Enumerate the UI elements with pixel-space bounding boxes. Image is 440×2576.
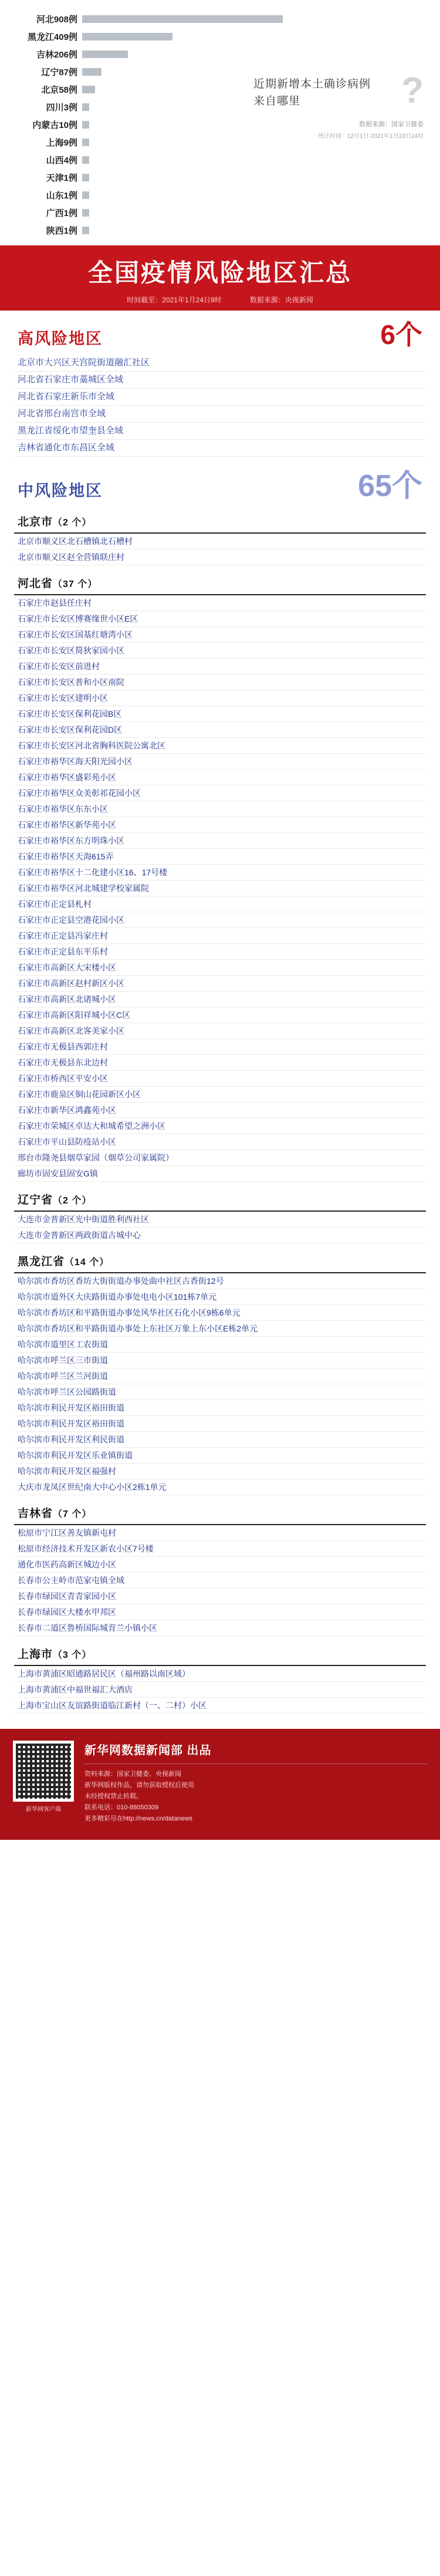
province-item: 长春市绿园区大楼水甲邦区 — [14, 1604, 426, 1620]
bar-track — [82, 227, 428, 234]
province-item: 石家庄市长安区国基红塘湾小区 — [14, 627, 426, 643]
province-item: 石家庄市新华区鸿鑫苑小区 — [14, 1102, 426, 1118]
province-item: 哈尔滨市香坊区香坊大街街道办事处曲中社区古香街12号 — [14, 1273, 426, 1289]
province-item: 石家庄市裕华区众美彰祁花园小区 — [14, 785, 426, 801]
province-item: 石家庄市裕华区河北城建学校家属院 — [14, 881, 426, 896]
chart-question-line2: 来自哪里 — [253, 95, 301, 107]
province-item: 石家庄市裕华区天海615弄 — [14, 849, 426, 865]
province-item: 石家庄市长安区保利花园D区 — [14, 722, 426, 738]
province-group — [0, 505, 440, 565]
high-risk-item: 北京市大兴区天宫院街道融汇社区 — [14, 355, 426, 372]
province-item: 石家庄市平山县防疫站小区 — [14, 1134, 426, 1150]
province-item: 哈尔滨市呼兰区兰河街道 — [14, 1368, 426, 1384]
bar-label: 天津1例 — [46, 173, 77, 183]
province-count: （2 个） — [53, 1196, 92, 1206]
title-meta — [0, 295, 440, 305]
high-risk-item: 黑龙江省绥化市望奎县全域 — [14, 423, 426, 440]
source-text: 数据来源：央视新闻 — [249, 296, 313, 304]
province-group — [0, 1183, 440, 1243]
mid-risk-block — [0, 460, 440, 505]
province-item: 北京市顺义区北石槽镇北石槽村 — [14, 534, 426, 549]
province-item: 石家庄市长安区普和小区南院 — [14, 675, 426, 690]
province-item: 哈尔滨市道外区大庆路街道办事处电电小区101栋7单元 — [14, 1289, 426, 1305]
province-name: 上海市 — [18, 1648, 53, 1661]
chart-timing: 统计时间：12月1日-2021年1月23日24时 — [317, 133, 424, 140]
bar-label: 北京58例 — [41, 85, 77, 95]
bar-fill — [82, 33, 172, 41]
footer-line: 联系电话：010-88050309 — [84, 1804, 158, 1811]
high-risk-header — [14, 321, 426, 349]
province-item: 哈尔滨市利民开发区福强村 — [14, 1464, 426, 1479]
province-count: （37 个） — [53, 579, 98, 589]
mid-risk-header — [14, 471, 426, 501]
province-header — [14, 505, 426, 534]
province-item: 大连市金普新区两政街道古城中心 — [14, 1228, 426, 1243]
qr-code-wrap — [13, 1741, 74, 1825]
chart-annotation — [253, 70, 424, 140]
province-item: 石家庄市正定县空港花园小区 — [14, 912, 426, 928]
bar-label: 陕西1例 — [46, 225, 77, 236]
province-item: 石家庄市裕华区东东小区 — [14, 801, 426, 817]
high-risk-count: 6个 — [380, 319, 422, 350]
bar-fill — [82, 121, 89, 129]
province-item-list — [14, 1212, 426, 1243]
bar-track — [82, 191, 428, 199]
province-header — [14, 1183, 426, 1212]
bar-row — [12, 187, 428, 203]
bar-label: 河北908例 — [36, 14, 77, 25]
bar-row — [12, 151, 428, 168]
province-item: 石家庄市正定县冯家庄村 — [14, 928, 426, 944]
province-item: 石家庄市无极县西郭庄村 — [14, 1039, 426, 1055]
province-item-list — [14, 534, 426, 565]
deadline-text: 时间截至：2021年1月24日9时 — [127, 296, 222, 304]
bar-label: 山西4例 — [46, 155, 77, 166]
qr-caption: 新华网客户端 — [26, 1806, 61, 1813]
bar-label: 内蒙古10例 — [32, 120, 77, 130]
province-item: 石家庄市高新区大宋楼小区 — [14, 960, 426, 976]
province-item: 长春市绿园区青青家园小区 — [14, 1589, 426, 1604]
province-group — [0, 1245, 440, 1495]
bar-row — [12, 222, 428, 238]
footer-lines — [84, 1769, 427, 1825]
footer-line: 更多精彩尽在http://news.cn/datanews — [84, 1815, 193, 1822]
province-name: 北京市 — [18, 516, 53, 528]
province-item: 上海市宝山区友谊路街道临江新村（一、二村）小区 — [14, 1698, 426, 1714]
province-group — [0, 1637, 440, 1714]
bar-track — [82, 174, 428, 181]
mid-risk-label: 中风险地区 — [18, 482, 103, 500]
province-item: 石家庄市裕华区海天阳光园小区 — [14, 754, 426, 770]
province-name: 河北省 — [18, 578, 53, 590]
footer-line: 资料来源：国家卫健委、央视新闻 — [84, 1771, 181, 1778]
province-header — [14, 1637, 426, 1666]
bar-fill — [82, 68, 101, 76]
province-item: 哈尔滨市香坊区和平路街道办事处风华社区石化小区9栋6单元 — [14, 1305, 426, 1321]
province-item: 石家庄市鹿泉区铜山花园新区小区 — [14, 1087, 426, 1102]
high-risk-label: 高风险地区 — [18, 330, 103, 348]
bar-fill — [82, 191, 89, 199]
chart-source: 数据来源：国家卫健委 — [359, 121, 424, 128]
bar-track — [82, 15, 428, 23]
province-item: 石家庄市高新区赵村新区小区 — [14, 976, 426, 992]
province-item: 哈尔滨市利民开发区裕田街道 — [14, 1400, 426, 1416]
province-name: 黑龙江省 — [18, 1256, 65, 1268]
bar-track — [82, 33, 428, 41]
bar-fill — [82, 174, 89, 181]
footer-brand: 新华网数据新闻部 出品 — [84, 1744, 212, 1757]
province-item-list — [14, 1273, 426, 1495]
province-item: 石家庄市荣城区卓达大和城希望之洲小区 — [14, 1118, 426, 1134]
bar-fill — [82, 103, 89, 111]
bar-row — [12, 28, 428, 45]
footer-text — [84, 1741, 427, 1825]
high-risk-item: 河北省邢台南宫市全域 — [14, 406, 426, 423]
province-item: 石家庄市长安区前进村 — [14, 659, 426, 675]
bar-row — [12, 204, 428, 221]
province-item: 北京市顺义区赵全营镇联庄村 — [14, 549, 426, 565]
footer — [0, 1729, 440, 1840]
province-group — [0, 567, 440, 1182]
page-title: 全国疫情风险地区汇总 — [87, 260, 352, 287]
province-item: 上海市黄浦区中福世福汇大酒店 — [14, 1682, 426, 1698]
bar-track — [82, 156, 428, 164]
bar-label: 吉林206例 — [36, 49, 77, 60]
bar-label: 上海9例 — [46, 137, 77, 148]
province-item-list — [14, 595, 426, 1182]
province-item: 哈尔滨市香坊区和平路街道办事处上东社区万象上东小区E栋2单元 — [14, 1321, 426, 1337]
province-item: 石家庄市长安区建明小区 — [14, 690, 426, 706]
province-item: 长春市公主岭市范家屯镇全域 — [14, 1573, 426, 1589]
bar-chart-section — [0, 0, 440, 245]
bar-row — [12, 46, 428, 62]
title-banner — [0, 245, 440, 311]
province-item: 石家庄市无极县东北边村 — [14, 1055, 426, 1071]
bar-label: 广西1例 — [46, 208, 77, 218]
bar-fill — [82, 15, 283, 23]
high-risk-item: 河北省石家庄市藁城区全域 — [14, 372, 426, 389]
province-groups — [0, 505, 440, 1714]
province-item: 邢台市隆尧县烟草家园（烟草公司家属院） — [14, 1150, 426, 1166]
province-item: 廊坊市固安县固安G镇 — [14, 1166, 426, 1182]
province-name: 吉林省 — [18, 1508, 53, 1520]
bar-fill — [82, 50, 128, 58]
province-item: 石家庄市高新区北客美家小区 — [14, 1023, 426, 1039]
question-mark-glyph: ? — [401, 70, 424, 111]
province-item: 哈尔滨市利民开发区乐业镇街道 — [14, 1448, 426, 1464]
province-header — [14, 1245, 426, 1273]
province-item: 哈尔滨市利民开发区裕田街道 — [14, 1416, 426, 1432]
bar-fill — [82, 139, 89, 146]
province-header — [14, 1496, 426, 1525]
province-item: 石家庄市赵县任庄村 — [14, 595, 426, 611]
footer-line: 新华网版权作品，请勿获取授权后使用 — [84, 1782, 194, 1789]
bar-fill — [82, 227, 89, 234]
province-item: 石家庄市桥西区平安小区 — [14, 1071, 426, 1087]
bar-label: 山东1例 — [46, 190, 77, 201]
mid-risk-count: 65个 — [358, 469, 422, 503]
high-risk-item: 吉林省通化市东昌区全域 — [14, 440, 426, 457]
high-risk-item: 河北省石家庄新乐市全域 — [14, 389, 426, 406]
province-count: （14 个） — [65, 1257, 110, 1267]
province-item: 石家庄市长安区简狄家园小区 — [14, 643, 426, 659]
province-item: 哈尔滨市呼兰区公园路街道 — [14, 1384, 426, 1400]
bar-track — [82, 50, 428, 58]
province-item: 石家庄市裕华区十二化建小区16、17号楼 — [14, 865, 426, 881]
province-item: 哈尔滨市利民开发区利民街道 — [14, 1432, 426, 1448]
province-item: 石家庄市高新区阳祥城小区C区 — [14, 1007, 426, 1023]
bar-row — [12, 11, 428, 27]
bar-fill — [82, 209, 89, 217]
province-header — [14, 567, 426, 595]
province-item: 大连市金普新区光中街道胜利西社区 — [14, 1212, 426, 1228]
bar-fill — [82, 86, 95, 93]
bar-fill — [82, 156, 89, 164]
province-item: 上海市黄浦区昭通路居民区（福州路以南区域） — [14, 1666, 426, 1682]
province-item: 石家庄市裕华区盛彩苑小区 — [14, 770, 426, 785]
province-item: 哈尔滨市呼兰区三市街道 — [14, 1353, 426, 1368]
high-risk-list — [14, 355, 426, 457]
province-item: 松原市宁江区善友镇新屯村 — [14, 1525, 426, 1541]
province-item: 长春市二道区鲁桥国际城育兰小镇小区 — [14, 1620, 426, 1636]
province-count: （3 个） — [53, 1650, 92, 1660]
bar-track — [82, 209, 428, 217]
province-item: 通化市医药高新区城边小区 — [14, 1557, 426, 1573]
bar-label: 辽宁87例 — [41, 67, 77, 77]
bar-track — [82, 68, 428, 76]
high-risk-block — [0, 311, 440, 460]
province-count: （7 个） — [53, 1509, 92, 1519]
province-item-list — [14, 1525, 426, 1636]
province-item: 石家庄市裕华区新华苑小区 — [14, 817, 426, 833]
chart-question-line1: 近期新增本土确诊病例 — [253, 78, 371, 90]
province-item: 松原市经济技术开发区新农小区7号楼 — [14, 1541, 426, 1557]
province-item: 石家庄市长安区保利花园B区 — [14, 706, 426, 722]
province-item: 石家庄市长安区河北省胸科医院公寓北区 — [14, 738, 426, 754]
province-item: 石家庄市高新区北诸城小区 — [14, 992, 426, 1007]
footer-line: 未经授权禁止转载。 — [84, 1793, 143, 1800]
province-item: 大庆市龙凤区世纪南大中心小区2栋1单元 — [14, 1479, 426, 1495]
bar-label: 四川3例 — [46, 102, 77, 113]
province-count: （2 个） — [53, 518, 92, 528]
province-item-list — [14, 1666, 426, 1714]
province-item: 石家庄市正定县东平乐村 — [14, 944, 426, 960]
province-item: 石家庄市裕华区东方明珠小区 — [14, 833, 426, 849]
province-item: 石家庄市正定县札村 — [14, 896, 426, 912]
qr-code[interactable] — [13, 1741, 74, 1802]
province-item: 石家庄市长安区博赛缘世小区E区 — [14, 611, 426, 627]
province-group — [0, 1496, 440, 1636]
bar-row — [12, 169, 428, 186]
province-item: 哈尔滨市道里区工农街道 — [14, 1337, 426, 1353]
province-name: 辽宁省 — [18, 1194, 53, 1206]
bar-label: 黑龙江409例 — [27, 32, 77, 42]
